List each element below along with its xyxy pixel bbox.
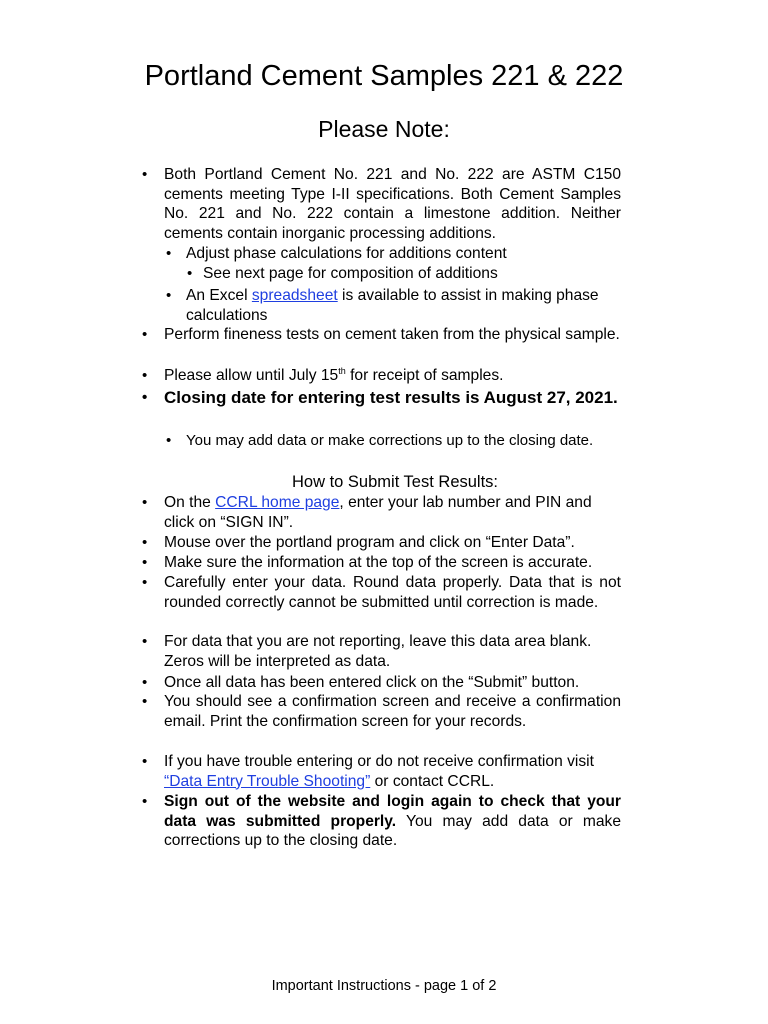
bullet-icon: • [166, 287, 172, 304]
page-subtitle: Please Note: [318, 116, 450, 142]
step-check-info [142, 553, 621, 573]
step-text: Once all data has been entered click on the “Submit” button. [164, 674, 580, 691]
note-text: You may add data or make corrections up to the closing date. [186, 432, 594, 449]
page-title: Portland Cement Samples 221 & 222 [144, 60, 624, 92]
ccrl-home-link[interactable]: CCRL home page [215, 494, 340, 511]
bullet-icon: • [142, 574, 148, 591]
step-text: Make sure the information at the top of the screen is accurate. [164, 554, 593, 571]
note-text: Both Portland Cement No. 221 and No. 222 are ASTM C150 cements meeting Type I-II specifications. Both Cement Samples No. 221 and No. 222 contain a limestone addition. Neither cements contain inorganic processing additions. [164, 166, 621, 242]
bullet-icon: • [166, 245, 172, 262]
note-add-data [166, 431, 621, 451]
step-confirmation [142, 692, 621, 731]
note-cement-types [142, 165, 621, 243]
step-text: For data that you are not reporting, leave this data area blank. Zeros will be interpreted as data. [164, 633, 592, 670]
bullet-icon: • [142, 534, 148, 551]
bullet-icon: • [142, 753, 148, 770]
bullet-icon: • [142, 793, 148, 810]
step-trouble: • If you have trouble entering or do not receive confirmation visit “Data Entry Trouble Shooting” or contact CCRL. [142, 753, 594, 790]
step-round-data [142, 573, 621, 612]
bullet-icon: • [142, 494, 148, 511]
trouble-shooting-link[interactable]: “Data Entry Trouble Shooting” [164, 772, 371, 790]
spreadsheet-link[interactable]: spreadsheet [251, 287, 338, 304]
note-see-next-page [187, 264, 621, 284]
bullet-icon: • [142, 674, 148, 691]
bullet-icon: • [142, 693, 148, 710]
note-text: Adjust phase calculations for additions content [186, 245, 507, 262]
note-fineness-tests [142, 325, 621, 345]
note-closing-date [142, 387, 621, 409]
bullet-icon: • [142, 633, 148, 650]
note-receipt-date: • Please allow until July 15th for receipt of samples. [142, 365, 504, 384]
note-text: Closing date for entering test results is August 27, 2021. [164, 388, 618, 407]
step-text: You should see a confirmation screen and receive a confirmation email. Print the confirmation screen for your records. [164, 693, 621, 730]
step-enter-data [142, 533, 621, 553]
page-footer: Important Instructions - page 1 of 2 [271, 978, 497, 994]
step-sign-out: • Sign out of the website and login again to check that your data was submitted properly. You may add data or make corrections up to the closing date. [142, 793, 621, 850]
step-leave-blank [142, 632, 621, 671]
bullet-icon: • [187, 265, 193, 282]
step-sign-in: • On the CCRL home page, enter your lab number and PIN and click on “SIGN IN”. [142, 494, 592, 531]
bullet-icon: • [142, 166, 148, 183]
bullet-icon: • [166, 432, 172, 449]
note-text: Perform fineness tests on cement taken from the physical sample. [164, 326, 620, 343]
note-adjust-phase [166, 244, 621, 264]
step-text: Carefully enter your data. Round data properly. Data that is not rounded correctly cannot be submitted until correction is made. [164, 574, 621, 611]
submit-heading: How to Submit Test Results: [291, 473, 499, 491]
bullet-icon: • [142, 554, 148, 571]
note-text: See next page for composition of additions [203, 265, 498, 282]
bullet-icon: • [142, 367, 148, 384]
bullet-icon: • [142, 389, 148, 406]
step-text: Mouse over the portland program and click on “Enter Data”. [164, 534, 575, 551]
step-submit [142, 673, 621, 693]
note-excel-spreadsheet: • An Excel spreadsheet is available to assist in making phase calculations [166, 287, 599, 324]
bullet-icon: • [142, 326, 148, 343]
